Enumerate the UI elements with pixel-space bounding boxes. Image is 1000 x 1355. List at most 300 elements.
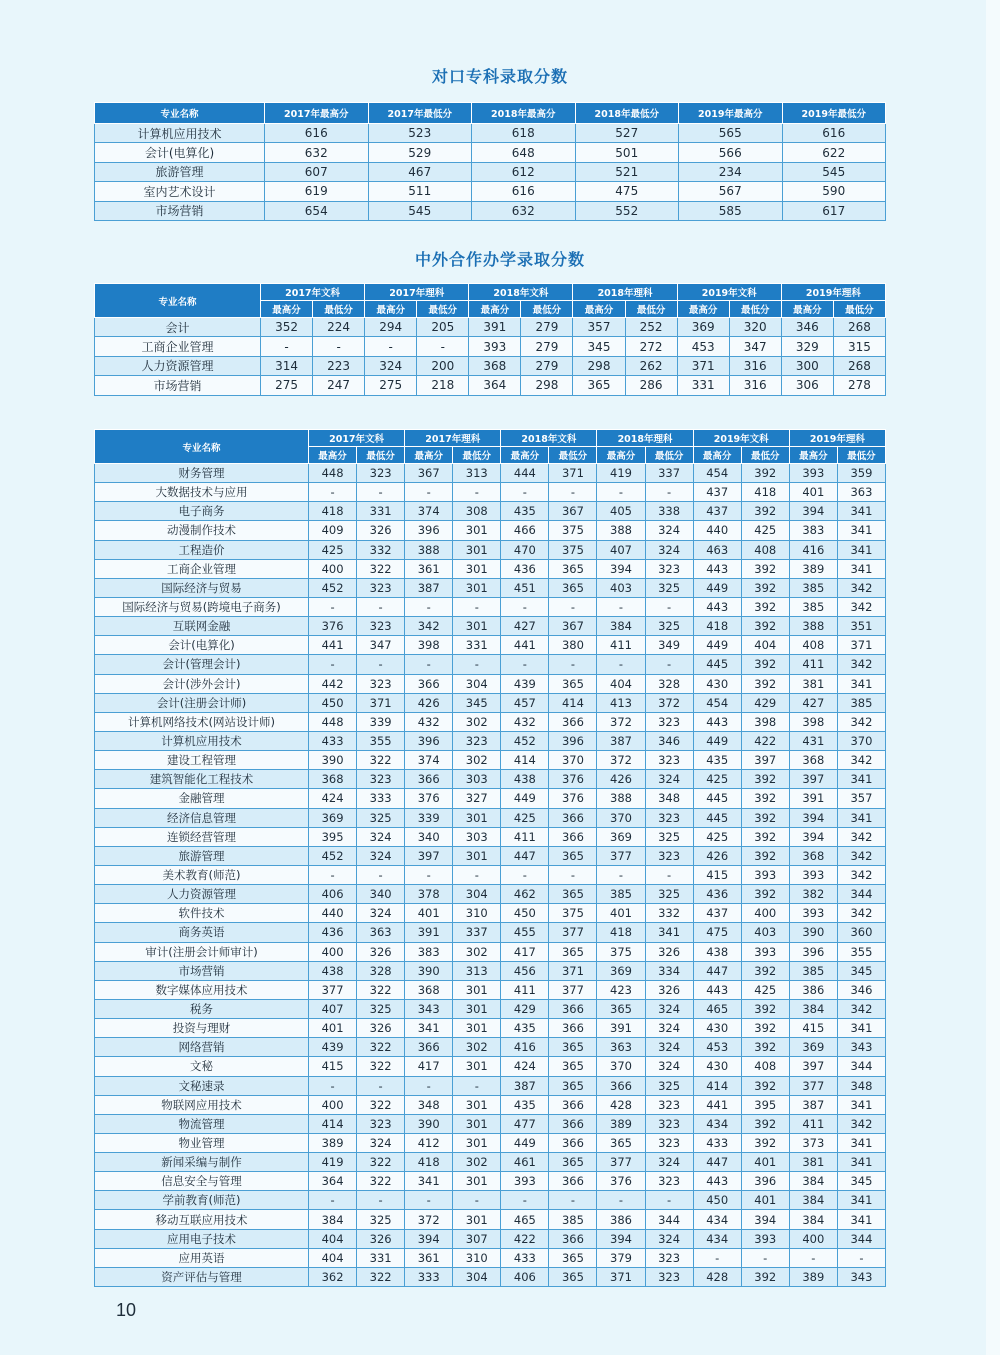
score-cell: 435 [693,751,741,770]
score-cell: 392 [741,999,789,1018]
score-cell: - [453,1191,501,1210]
score-cell: 368 [309,770,357,789]
score-cell: 341 [837,770,885,789]
page-edge [986,0,1000,1355]
score-cell: 466 [501,521,549,540]
major-name-cell: 市场营销 [95,376,261,395]
score-cell: 391 [597,1019,645,1038]
score-cell: 342 [837,846,885,865]
score-cell: - [357,865,405,884]
major-name-cell: 市场营销 [95,201,265,220]
score-cell: 361 [405,559,453,578]
score-cell: 337 [645,464,693,483]
table-row [95,597,886,616]
score-cell: - [453,1076,501,1095]
score-cell: 400 [309,559,357,578]
score-cell: 272 [625,337,677,356]
score-cell: 467 [368,162,472,181]
major-name-cell: 大数据技术与应用 [95,483,309,502]
score-cell: 386 [789,980,837,999]
subheader: 最低分 [645,447,693,464]
score-cell: 357 [573,318,625,337]
score-cell: 377 [549,980,597,999]
score-cell: 616 [782,124,886,143]
major-name-cell: 网络营销 [95,1038,309,1057]
score-cell: 387 [405,578,453,597]
score-cell: 342 [837,827,885,846]
score-cell: - [357,483,405,502]
score-cell: 324 [645,521,693,540]
score-cell: 279 [521,337,573,356]
score-cell: 324 [645,1038,693,1057]
score-cell: - [405,1191,453,1210]
group-header: 2019年文科 [677,284,781,301]
score-cell: 400 [741,904,789,923]
score-cell: 322 [357,1172,405,1191]
score-cell: - [501,1191,549,1210]
score-cell: - [597,865,645,884]
score-cell: 366 [549,1133,597,1152]
score-cell: 545 [368,201,472,220]
score-cell: 392 [741,885,789,904]
score-cell: - [309,655,357,674]
score-cell: 341 [405,1172,453,1191]
score-cell: 422 [741,731,789,750]
score-cell: 322 [357,1267,405,1286]
group-header: 2017年文科 [309,430,405,447]
score-cell: 301 [453,1057,501,1076]
column-header: 2018年最低分 [575,103,679,124]
score-cell: 444 [501,464,549,483]
score-cell: 438 [309,961,357,980]
score-cell: 384 [789,999,837,1018]
score-cell: 390 [309,751,357,770]
score-cell: 434 [693,1114,741,1133]
major-name-cell: 税务 [95,999,309,1018]
score-cell: 393 [501,1172,549,1191]
subheader: 最低分 [313,301,365,318]
score-cell: 529 [368,143,472,162]
score-cell: 322 [357,1095,405,1114]
score-cell: 337 [453,923,501,942]
score-cell: - [357,1191,405,1210]
subheader: 最低分 [357,447,405,464]
score-cell: 323 [645,1248,693,1267]
group-header: 2019年理科 [789,430,885,447]
score-cell: 342 [405,617,453,636]
subheader: 最低分 [741,447,789,464]
table-row [95,318,886,337]
score-cell: 384 [789,1210,837,1229]
score-cell: - [405,865,453,884]
score-cell: 323 [453,731,501,750]
score-cell: 389 [309,1133,357,1152]
score-cell: 363 [837,483,885,502]
score-cell: 404 [309,1229,357,1248]
score-cell: 345 [573,337,625,356]
score-cell: 349 [645,636,693,655]
score-cell: - [453,597,501,616]
subheader: 最高分 [405,447,453,464]
score-cell: 391 [405,923,453,942]
score-cell: 247 [313,376,365,395]
score-cell: 365 [573,376,625,395]
score-cell: 448 [309,464,357,483]
table-row [95,846,886,865]
score-cell: 326 [357,1229,405,1248]
subheader: 最高分 [365,301,417,318]
score-cell: 445 [693,808,741,827]
score-cell: 449 [693,578,741,597]
score-cell: 434 [693,1229,741,1248]
score-cell: 378 [405,885,453,904]
score-cell: 376 [405,789,453,808]
subheader: 最低分 [521,301,573,318]
table-row [95,885,886,904]
score-cell: 423 [597,980,645,999]
table-row [95,674,886,693]
score-cell: 632 [472,201,576,220]
major-name-cell: 数字媒体应用技术 [95,980,309,999]
score-cell: 371 [549,961,597,980]
score-cell: 376 [597,1172,645,1191]
score-cell: 437 [693,483,741,502]
major-name-cell: 互联网金融 [95,617,309,636]
score-cell: 324 [357,846,405,865]
score-cell: 439 [501,674,549,693]
score-cell: - [501,865,549,884]
score-cell: 619 [265,182,369,201]
score-cell: - [501,655,549,674]
score-cell: 341 [837,808,885,827]
score-cell: 454 [693,693,741,712]
score-cell: - [357,655,405,674]
score-cell: 339 [357,712,405,731]
major-name-cell: 会计(注册会计师) [95,693,309,712]
score-cell: 275 [365,376,417,395]
table-row [95,770,886,789]
subheader: 最高分 [261,301,313,318]
score-cell: 430 [693,1019,741,1038]
group-header: 2018年理科 [573,284,677,301]
score-cell: 445 [693,789,741,808]
score-cell: - [837,1248,885,1267]
score-cell: 384 [597,617,645,636]
score-cell: 341 [837,1019,885,1038]
table-row [95,483,886,502]
score-cell: 347 [357,636,405,655]
score-cell: 425 [741,980,789,999]
score-cell: 470 [501,540,549,559]
score-cell: 341 [837,1210,885,1229]
score-cell: - [309,1076,357,1095]
score-cell: 396 [405,521,453,540]
major-name-cell: 应用电子技术 [95,1229,309,1248]
table-row [95,559,886,578]
score-cell: 447 [693,1153,741,1172]
score-cell: 441 [693,1095,741,1114]
score-cell: 324 [645,1229,693,1248]
score-cell: 405 [597,502,645,521]
score-cell: 376 [549,770,597,789]
major-name-cell: 资产评估与管理 [95,1267,309,1286]
score-cell: 404 [309,1248,357,1267]
score-cell: - [405,597,453,616]
score-cell: 392 [741,961,789,980]
score-cell: 324 [645,999,693,1018]
score-cell: 385 [789,961,837,980]
cooperative-scores-table [94,283,886,396]
score-cell: 341 [837,1133,885,1152]
score-cell: 401 [741,1153,789,1172]
score-cell: 380 [549,636,597,655]
table-row [95,693,886,712]
score-cell: 455 [501,923,549,942]
score-cell: 369 [677,318,729,337]
score-cell: 391 [789,789,837,808]
score-cell: 351 [837,617,885,636]
major-name-cell: 动漫制作技术 [95,521,309,540]
score-cell: - [645,1191,693,1210]
score-cell: 416 [501,1038,549,1057]
column-header: 2017年最低分 [368,103,472,124]
score-cell: 366 [549,1172,597,1191]
score-cell: 366 [549,1095,597,1114]
score-cell: - [549,483,597,502]
score-cell: 375 [549,540,597,559]
score-cell: 397 [741,751,789,770]
subheader: 最高分 [469,301,521,318]
score-cell: 324 [365,356,417,375]
score-cell: 392 [741,827,789,846]
score-cell: 300 [781,356,833,375]
major-name-cell: 连锁经营管理 [95,827,309,846]
subheader: 最高分 [309,447,357,464]
score-cell: 447 [693,961,741,980]
table-row [95,578,886,597]
score-cell: 418 [597,923,645,942]
score-cell: 341 [645,923,693,942]
score-cell: 342 [837,597,885,616]
column-header: 2019年最低分 [782,103,886,124]
score-cell: 314 [261,356,313,375]
score-cell: 205 [417,318,469,337]
score-cell: 407 [597,540,645,559]
table-row [95,521,886,540]
score-cell: 377 [549,923,597,942]
score-cell: 341 [837,1191,885,1210]
score-cell: 325 [357,808,405,827]
score-cell: 218 [417,376,469,395]
score-cell: 323 [645,808,693,827]
score-cell: 367 [549,502,597,521]
score-cell: 442 [309,674,357,693]
score-cell: 368 [789,751,837,770]
score-cell: - [453,655,501,674]
score-cell: 407 [309,999,357,1018]
score-cell: 617 [782,201,886,220]
score-cell: 392 [741,1267,789,1286]
score-cell: 389 [789,1267,837,1286]
general-scores-table [94,429,886,1287]
score-cell: 375 [597,942,645,961]
score-cell: 366 [549,808,597,827]
score-cell: 301 [453,559,501,578]
score-cell: 392 [741,597,789,616]
score-cell: 436 [693,885,741,904]
score-cell: 415 [789,1019,837,1038]
table-header-row [95,103,886,124]
score-cell: 395 [309,827,357,846]
score-cell: 262 [625,356,677,375]
score-cell: 441 [501,636,549,655]
score-cell: 385 [837,693,885,712]
score-cell: 344 [837,1057,885,1076]
score-cell: 398 [405,636,453,655]
score-cell: 365 [549,846,597,865]
score-cell: 388 [597,789,645,808]
major-name-cell: 应用英语 [95,1248,309,1267]
score-cell: 324 [645,770,693,789]
score-cell: 372 [405,1210,453,1229]
score-cell: 364 [309,1172,357,1191]
score-cell: - [309,597,357,616]
score-cell: 443 [693,1172,741,1191]
score-cell: 368 [469,356,521,375]
group-header: 2018年文科 [469,284,573,301]
major-name-cell: 旅游管理 [95,846,309,865]
score-cell: 323 [357,1114,405,1133]
table-body [95,124,886,221]
table-row [95,376,886,395]
score-cell: 433 [309,731,357,750]
score-cell: 400 [309,942,357,961]
score-cell: 279 [521,318,573,337]
table-row [95,808,886,827]
score-cell: - [597,1191,645,1210]
score-cell: 622 [782,143,886,162]
score-cell: 388 [405,540,453,559]
group-header: 2017年理科 [405,430,501,447]
group-header: 2017年理科 [365,284,469,301]
score-cell: 394 [597,559,645,578]
score-cell: 323 [645,712,693,731]
score-cell: 392 [741,1133,789,1152]
column-header-major: 专业名称 [95,430,309,464]
score-cell: 333 [357,789,405,808]
score-cell: 377 [597,1153,645,1172]
score-cell: 370 [837,731,885,750]
score-cell: 385 [789,597,837,616]
score-cell: 342 [837,999,885,1018]
major-name-cell: 电子商务 [95,502,309,521]
score-cell: 406 [309,885,357,904]
score-cell: - [693,1248,741,1267]
score-cell: 375 [549,521,597,540]
subheader: 最低分 [833,301,885,318]
score-cell: 452 [309,846,357,865]
score-cell: 371 [597,1267,645,1286]
major-name-cell: 会计(涉外会计) [95,674,309,693]
score-cell: 342 [837,578,885,597]
score-cell: - [357,597,405,616]
subheader: 最高分 [501,447,549,464]
score-cell: 360 [837,923,885,942]
score-cell: 430 [693,1057,741,1076]
score-cell: 427 [789,693,837,712]
major-name-cell: 会计(管理会计) [95,655,309,674]
table-row [95,143,886,162]
score-cell: 377 [309,980,357,999]
major-name-cell: 审计(注册会计师审计) [95,942,309,961]
table-row [95,337,886,356]
score-cell: 433 [693,1133,741,1152]
score-cell: 342 [837,655,885,674]
score-cell: - [501,483,549,502]
score-cell: 355 [357,731,405,750]
score-cell: 324 [357,1133,405,1152]
score-cell: - [549,655,597,674]
score-cell: 408 [741,540,789,559]
score-cell: 366 [405,1038,453,1057]
score-cell: 450 [501,904,549,923]
score-cell: 365 [549,578,597,597]
score-cell: 607 [265,162,369,181]
score-cell: 324 [357,904,405,923]
score-cell: 328 [645,674,693,693]
score-cell: 304 [453,1267,501,1286]
score-cell: 418 [693,617,741,636]
score-cell: 373 [789,1133,837,1152]
score-cell: 355 [837,942,885,961]
score-cell: 436 [309,923,357,942]
score-cell: 590 [782,182,886,201]
score-cell: 426 [693,846,741,865]
score-cell: 392 [741,1019,789,1038]
score-cell: 415 [309,1057,357,1076]
score-cell: 340 [357,885,405,904]
score-cell: 301 [453,999,501,1018]
table-row [95,789,886,808]
score-cell: 341 [837,540,885,559]
score-cell: 326 [645,980,693,999]
major-name-cell: 人力资源管理 [95,885,309,904]
score-cell: 425 [693,770,741,789]
table-row [95,356,886,375]
table-row [95,124,886,143]
score-cell: 345 [837,961,885,980]
score-cell: 396 [789,942,837,961]
table-body [95,464,886,1287]
score-cell: 394 [789,827,837,846]
score-cell: 427 [501,617,549,636]
score-cell: 417 [405,1057,453,1076]
score-cell: 392 [741,1076,789,1095]
column-header: 2019年最高分 [679,103,783,124]
score-cell: 415 [693,865,741,884]
score-cell: 320 [729,318,781,337]
score-cell: 324 [645,1153,693,1172]
table-row [95,1191,886,1210]
score-cell: 323 [357,770,405,789]
score-cell: 223 [313,356,365,375]
score-cell: 397 [789,770,837,789]
table-row [95,1172,886,1191]
score-cell: 301 [453,980,501,999]
score-cell: 439 [309,1038,357,1057]
section-title-cooperative: 中外合作办学录取分数 [414,250,585,269]
score-cell: 377 [789,1076,837,1095]
